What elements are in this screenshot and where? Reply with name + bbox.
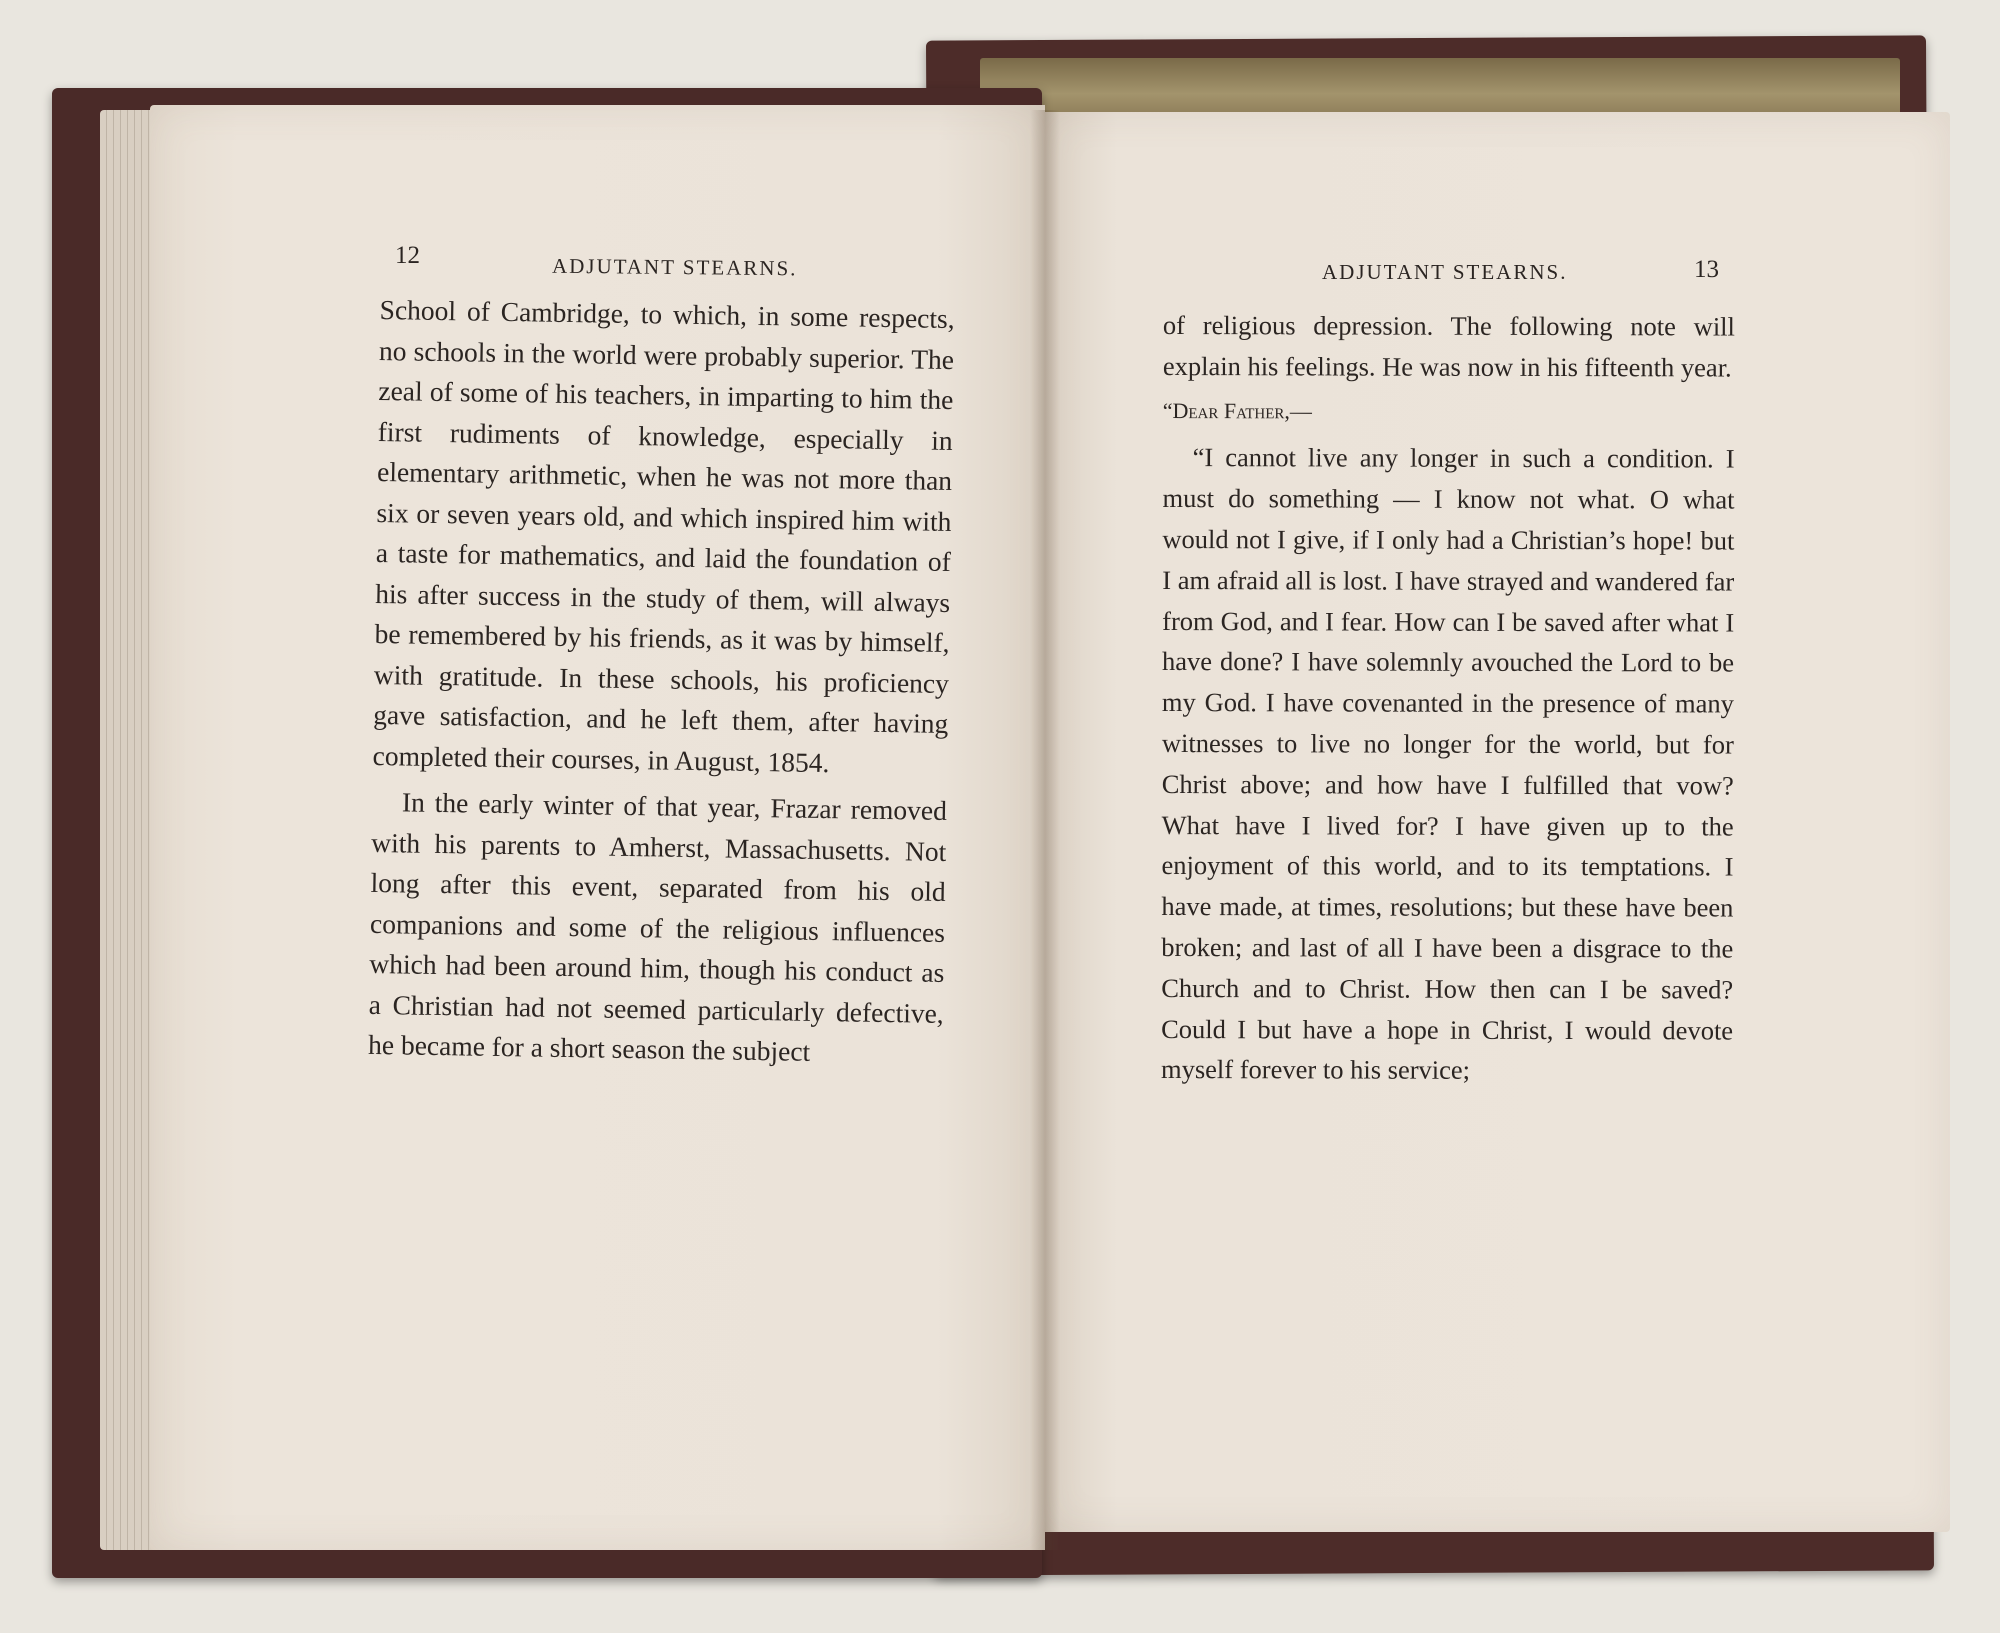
page-edges — [980, 58, 1900, 118]
right-running-header: ADJUTANT STEARNS. — [1322, 260, 1568, 284]
left-page-number: 12 — [395, 242, 420, 269]
letter-salutation: “Dear Father,— — [1162, 397, 1312, 423]
left-paragraph-2: In the early winter of that year, Frazar removed with his parents to Amherst, Massachusetts. Not long after this event, separated from his old companions and some of the religious influences which had been around him, though his conduct as a Christian had not seemed particularly defective, he became for a short season the subject — [367, 786, 948, 1067]
letter-body: “I cannot live any longer in such a condition. I must do something — I know not what. O what would not I give, if I only had a Christian’s hope! but I am afraid all is lost. I have strayed and wandered far from God, and I fear. How can I be saved after what I have done? I have solemnly avouched the Lord to be my God. I have covenanted in the presence of many witnesses to live no longer for the world, but for Christ above; and how have I fulfilled that vow? What have I lived for? I have given up to the enjoyment of this world, and to its temptations. I have made, at times, resolutions; but these have been broken; and last of all I have been a disgrace to the Church and to Christ. How then can I be saved? Could I but have a hope in Christ, I would devote myself forever to his service; — [1160, 442, 1735, 1086]
left-paragraph-1: School of Cambridge, to which, in some respects, no schools in the world were probably superior. The zeal of some of his teachers, in imparting to him the first rudiments of knowledge, especially in elementary arithmetic, when he was not more than six or seven years old, and which inspired him with a taste for mathematics, and laid the foundation of his after success in the study of them, will always be remembered by his friends, as it was by himself, with gratitude. In these schools, his proficiency gave satisfaction, and he left them, after having completed their courses, in August, 1854. — [372, 293, 955, 778]
left-page-body — [368, 290, 955, 1074]
right-opening-paragraph: of religious depression. The following note will explain his feelings. He was now in his fifteenth year. — [1162, 309, 1735, 383]
right-page-body — [1161, 305, 1735, 1092]
right-page-number: 13 — [1694, 256, 1719, 283]
left-running-header: ADJUTANT STEARNS. — [551, 253, 798, 281]
book-gutter — [1030, 110, 1060, 1550]
